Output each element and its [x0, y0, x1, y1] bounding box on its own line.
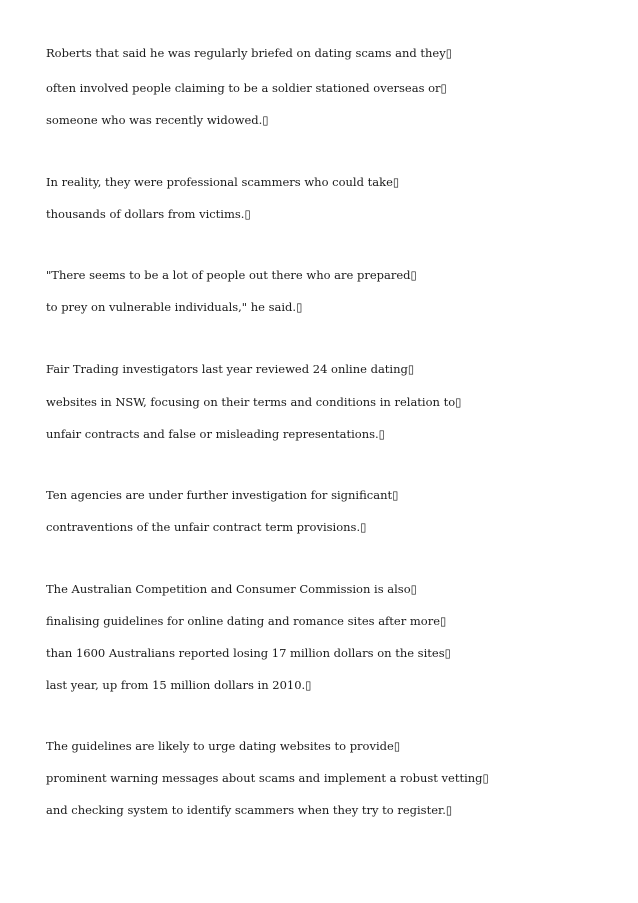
paragraph-1-line-2: often involved people claiming to be a soldier stationed overseas or▯	[46, 81, 447, 95]
paragraph-6-line-1: The Australian Competition and Consumer Commission is also▯	[46, 582, 417, 596]
paragraph-3-line-2: to prey on vulnerable individuals," he said.▯	[46, 300, 303, 314]
paragraph-5-line-2: contraventions of the unfair contract term provisions.▯	[46, 520, 367, 534]
paragraph-6-line-4: last year, up from 15 million dollars in 2010.▯	[46, 678, 312, 692]
paragraph-5-line-1: Ten agencies are under further investigation for significant▯	[46, 488, 399, 502]
paragraph-4-line-3: unfair contracts and false or misleading representations.▯	[46, 427, 385, 441]
paragraph-4-line-1: Fair Trading investigators last year reviewed 24 online dating▯	[46, 362, 415, 376]
paragraph-7-line-3: and checking system to identify scammers when they try to register.▯	[46, 803, 453, 817]
paragraph-7-line-2: prominent warning messages about scams and implement a robust vetting▯	[46, 771, 489, 785]
paragraph-6-line-2: finalising guidelines for online dating and romance sites after more▯	[46, 614, 447, 628]
paragraph-2-line-1: In reality, they were professional scammers who could take▯	[46, 175, 400, 189]
paragraph-3-line-1: "There seems to be a lot of people out there who are prepared▯	[46, 268, 417, 282]
paragraph-1-line-3: someone who was recently widowed.▯	[46, 113, 269, 127]
paragraph-1-line-1: Roberts that said he was regularly briefed on dating scams and they▯	[46, 46, 453, 60]
paragraph-2-line-2: thousands of dollars from victims.▯	[46, 207, 251, 221]
paragraph-7-line-1: The guidelines are likely to urge dating websites to provide▯	[46, 739, 401, 753]
paragraph-4-line-2: websites in NSW, focusing on their terms and conditions in relation to▯	[46, 395, 462, 409]
paragraph-6-line-3: than 1600 Australians reported losing 17 million dollars on the sites▯	[46, 646, 451, 660]
